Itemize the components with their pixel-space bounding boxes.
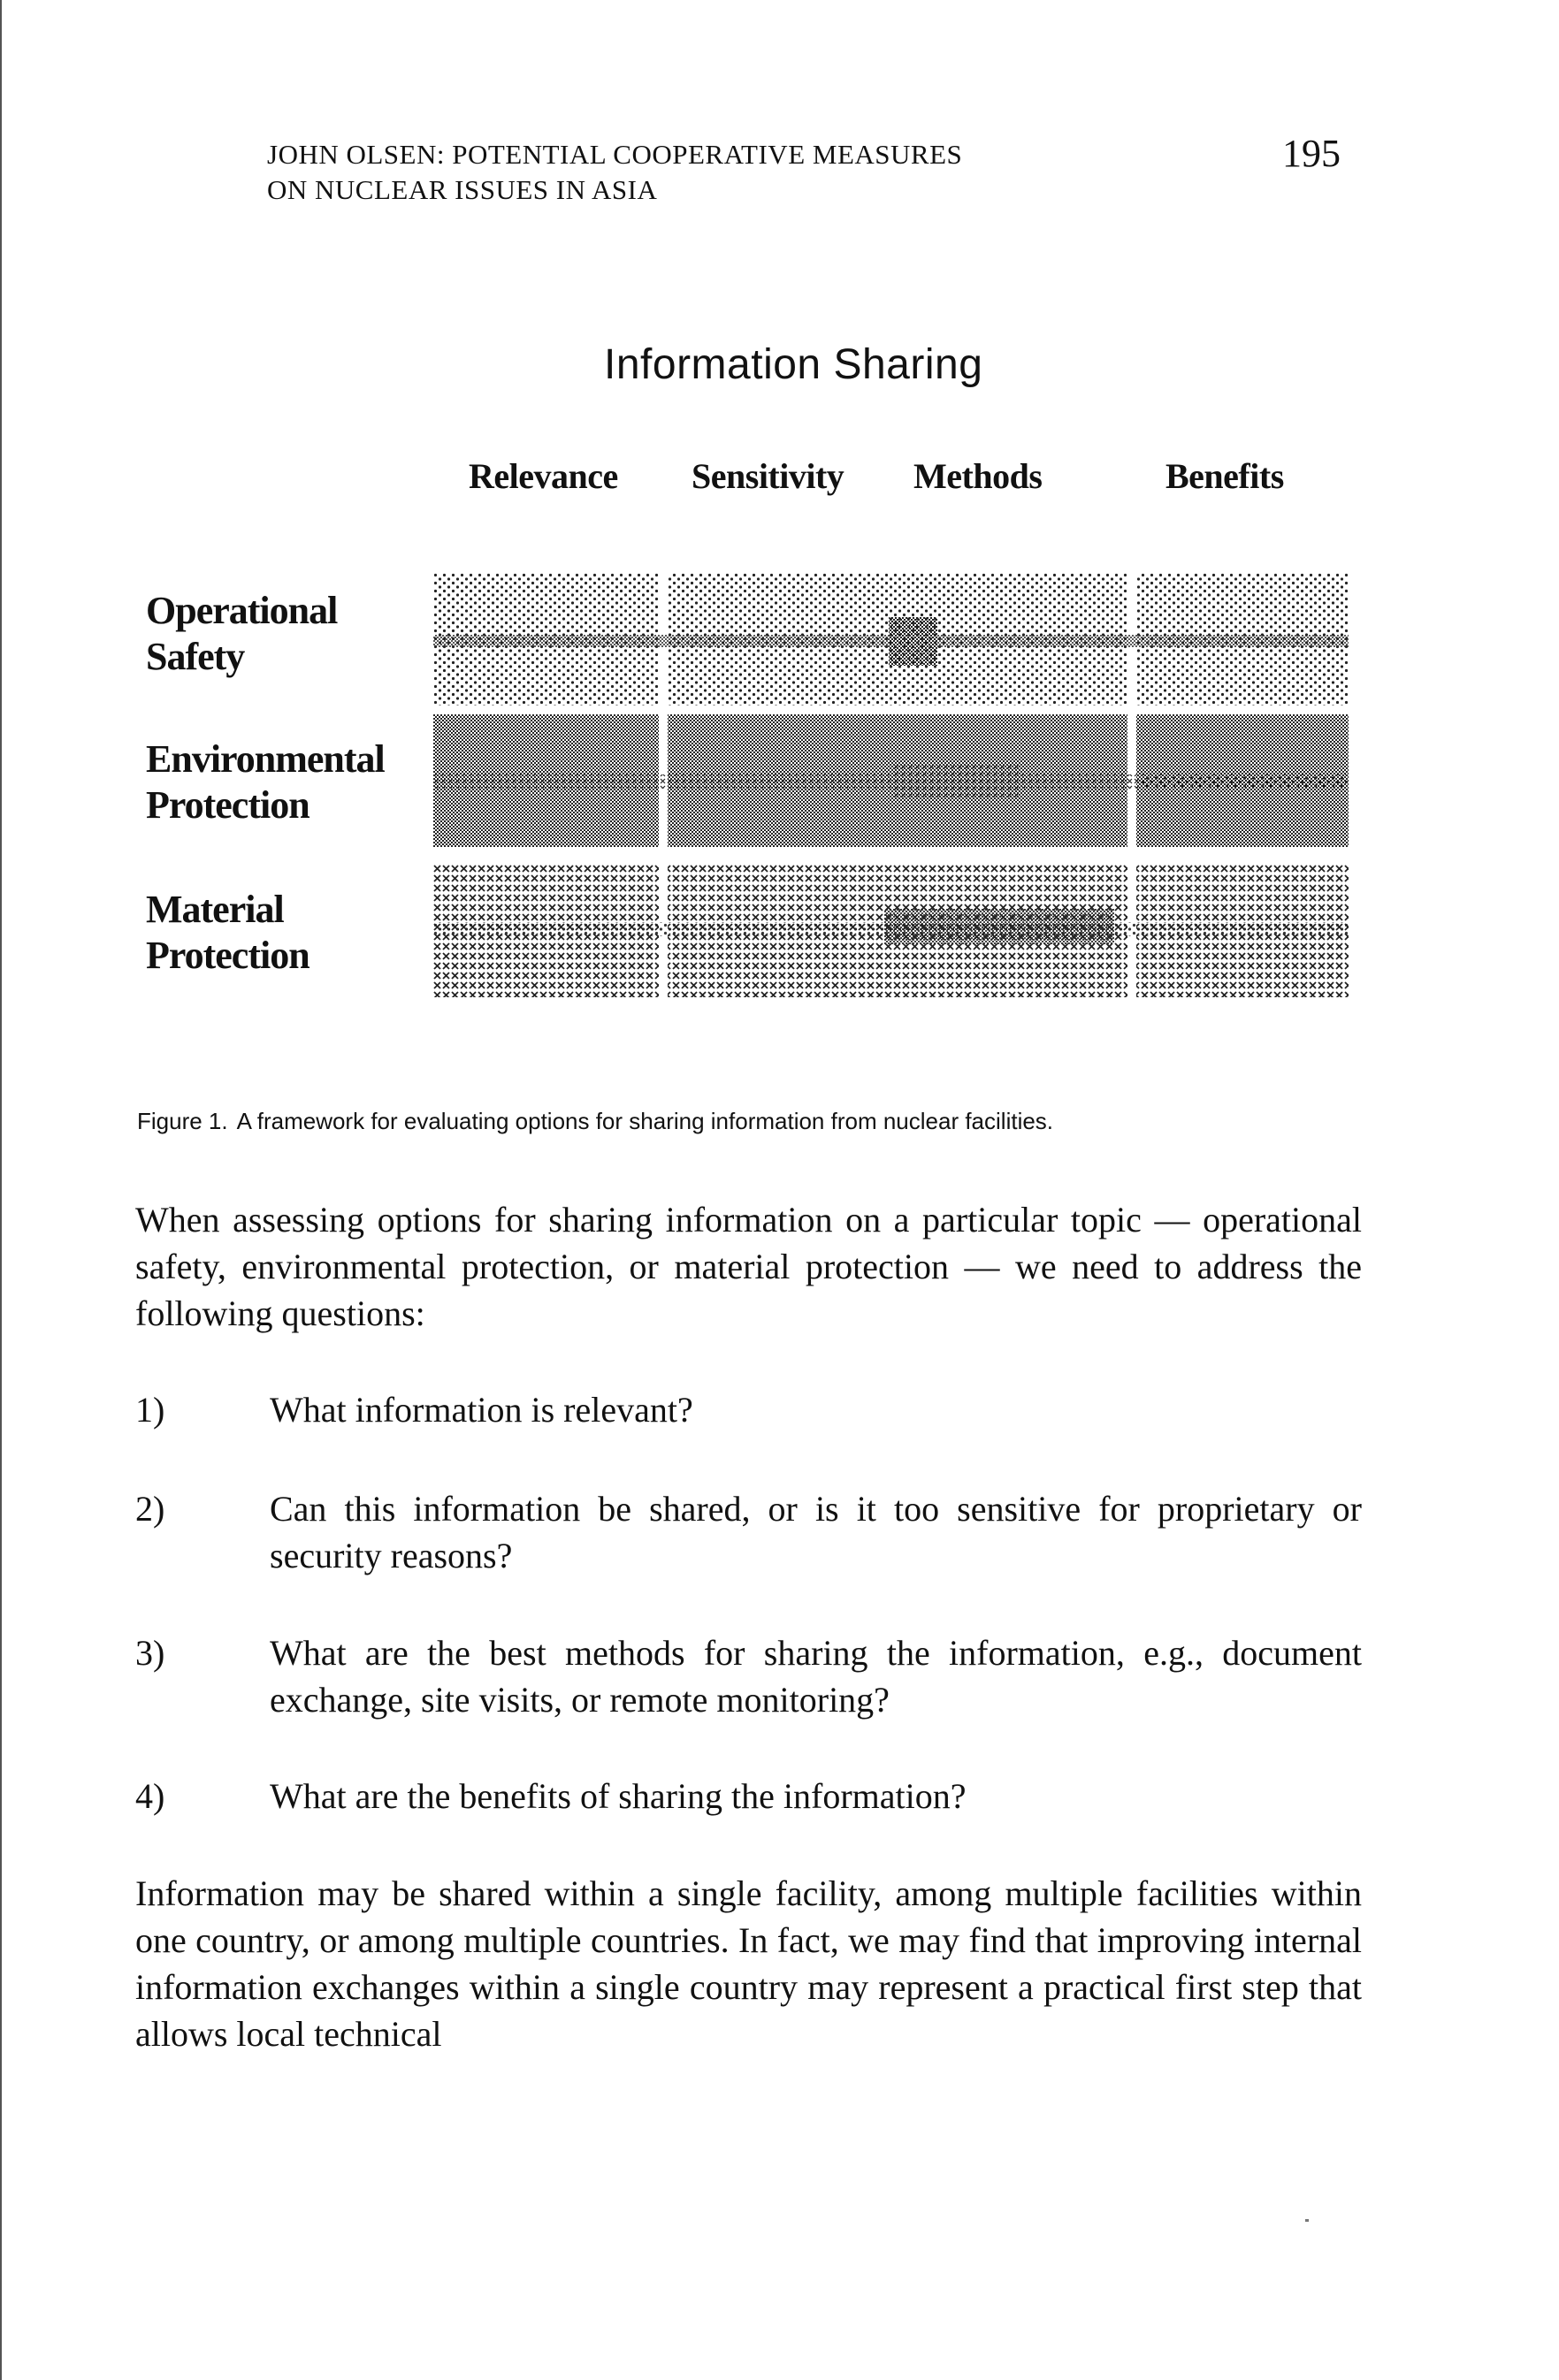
- row-label-line: Protection: [146, 783, 310, 827]
- information-sharing-matrix: [433, 573, 1349, 1015]
- intro-paragraph: When assessing options for sharing information on a particular topic — operational safety, environmental protection, or material protection — we need to address the following questions:: [135, 1200, 1362, 1333]
- row-label-environmental-protection: [146, 736, 385, 828]
- row-label-line: Operational: [146, 589, 338, 632]
- column-header-sensitivity: Sensitivity: [692, 456, 844, 496]
- material-highlight: [884, 909, 1114, 944]
- row-label-line: Safety: [146, 635, 245, 678]
- question-text-2: Can this information be shared, or is it too sensitive for proprietary or security reasons?: [270, 1489, 1362, 1575]
- running-head-line-2: ON NUCLEAR ISSUES IN ASIA: [267, 174, 658, 205]
- row-label-line: Material: [146, 888, 284, 931]
- question-number-1: 1): [135, 1390, 165, 1430]
- running-head: [267, 137, 1151, 208]
- scan-speck: [1305, 2219, 1309, 2222]
- row-label-material-protection: [146, 887, 310, 979]
- environmental-band-tail: [1141, 774, 1349, 789]
- question-number-2: 2): [135, 1489, 165, 1529]
- scan-edge-line: [0, 0, 5, 2380]
- running-head-line-1: JOHN OLSEN: POTENTIAL COOPERATIVE MEASURES: [267, 139, 963, 170]
- question-text-4: What are the benefits of sharing the information?: [270, 1776, 967, 1816]
- row-label-line: Environmental: [146, 737, 385, 781]
- column-header-benefits: Benefits: [1165, 456, 1284, 496]
- figure-caption-text: A framework for evaluating options for sharing information from nuclear facilities.: [236, 1108, 1054, 1134]
- column-header-methods: Methods: [913, 456, 1043, 496]
- row-label-operational-safety: [146, 588, 337, 680]
- environmental-band: [433, 774, 1141, 789]
- row-label-line: Protection: [146, 934, 310, 977]
- question-text-1: What information is relevant?: [270, 1390, 693, 1430]
- environmental-highlight: [893, 763, 1021, 798]
- page-number: 195: [1282, 132, 1341, 175]
- operational-highlight: [889, 617, 937, 666]
- question-text-3: What are the best methods for sharing the information, e.g., document exchange, site visits, or remote monitoring?: [270, 1633, 1362, 1720]
- question-number-4: 4): [135, 1776, 165, 1816]
- question-number-3: 3): [135, 1633, 165, 1673]
- figure-title: Information Sharing: [604, 341, 983, 388]
- figure-caption: [137, 1108, 1053, 1135]
- column-header-relevance: Relevance: [469, 456, 618, 496]
- figure-caption-number: Figure 1.: [137, 1108, 228, 1134]
- closing-paragraph: Information may be shared within a single facility, among multiple facilities within one country, or among multiple countries. In fact, we may find that improving internal information exchanges within a single country may represent a practical first step that allows local technical: [135, 1873, 1362, 2054]
